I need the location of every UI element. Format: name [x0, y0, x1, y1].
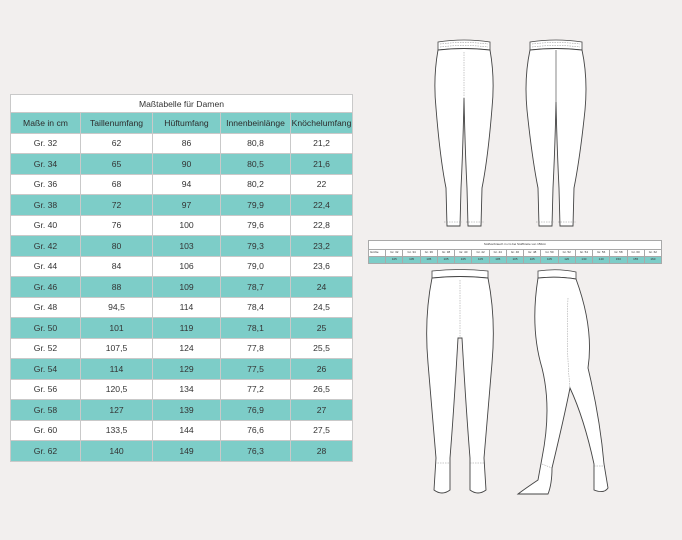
cell-size: Gr. 52 — [11, 338, 81, 359]
fabric-size-cell: Gr. 34 — [403, 250, 420, 257]
cell-taillenumfang: 140 — [81, 441, 153, 462]
cell-knoechelumfang: 21,2 — [291, 133, 353, 154]
header-knoechelumfang: Knöchelumfang — [291, 113, 353, 134]
cell-hueftumfang: 100 — [153, 215, 221, 236]
size-table-row — [11, 174, 353, 195]
size-table-row — [11, 338, 353, 359]
size-table-row — [11, 236, 353, 257]
size-table-title: Maßtabelle für Damen — [11, 95, 353, 113]
cell-knoechelumfang: 25,5 — [291, 338, 353, 359]
cell-innenbeinlaenge: 80,8 — [221, 133, 291, 154]
cell-taillenumfang: 94,5 — [81, 297, 153, 318]
leggings-front-flat-drawing — [428, 38, 500, 230]
fabric-size-label: Größe — [369, 250, 386, 257]
cell-taillenumfang: 72 — [81, 195, 153, 216]
fabric-value-cell: 105 — [541, 257, 558, 264]
cell-taillenumfang: 68 — [81, 174, 153, 195]
cell-size: Gr. 40 — [11, 215, 81, 236]
cell-hueftumfang: 106 — [153, 256, 221, 277]
cell-taillenumfang: 76 — [81, 215, 153, 236]
cell-taillenumfang: 107,5 — [81, 338, 153, 359]
cell-innenbeinlaenge: 77,2 — [221, 379, 291, 400]
cell-size: Gr. 32 — [11, 133, 81, 154]
cell-knoechelumfang: 27,5 — [291, 420, 353, 441]
size-table-row — [11, 441, 353, 462]
fabric-consumption-table — [368, 240, 662, 264]
cell-innenbeinlaenge: 76,3 — [221, 441, 291, 462]
fabric-value-cell: 150 — [610, 257, 627, 264]
cell-size: Gr. 38 — [11, 195, 81, 216]
fabric-size-cell: Gr. 38 — [437, 250, 454, 257]
cell-hueftumfang: 97 — [153, 195, 221, 216]
cell-knoechelumfang: 22,4 — [291, 195, 353, 216]
fabric-size-cell: Gr. 62 — [644, 250, 661, 257]
fabric-value-cell: 105 — [472, 257, 489, 264]
fabric-size-cell: Gr. 48 — [524, 250, 541, 257]
fabric-value-cell: 105 — [386, 257, 403, 264]
cell-knoechelumfang: 28 — [291, 441, 353, 462]
cell-innenbeinlaenge: 80,5 — [221, 154, 291, 175]
size-table-row — [11, 195, 353, 216]
fabric-size-cell: Gr. 44 — [489, 250, 506, 257]
size-table-row — [11, 359, 353, 380]
fabric-value-label — [369, 257, 386, 264]
cell-innenbeinlaenge: 79,6 — [221, 215, 291, 236]
fabric-size-cell: Gr. 46 — [506, 250, 523, 257]
fabric-size-cell: Gr. 52 — [558, 250, 575, 257]
cell-size: Gr. 58 — [11, 400, 81, 421]
cell-hueftumfang: 103 — [153, 236, 221, 257]
fabric-value-cell: 160 — [644, 257, 661, 264]
cell-hueftumfang: 94 — [153, 174, 221, 195]
cell-size: Gr. 46 — [11, 277, 81, 298]
cell-knoechelumfang: 22 — [291, 174, 353, 195]
cell-size: Gr. 62 — [11, 441, 81, 462]
cell-size: Gr. 36 — [11, 174, 81, 195]
cell-hueftumfang: 134 — [153, 379, 221, 400]
fabric-value-cell: 120 — [558, 257, 575, 264]
cell-taillenumfang: 127 — [81, 400, 153, 421]
fabric-size-cell: Gr. 54 — [575, 250, 592, 257]
size-table-row — [11, 379, 353, 400]
cell-taillenumfang: 88 — [81, 277, 153, 298]
cell-hueftumfang: 114 — [153, 297, 221, 318]
size-table-row — [11, 215, 353, 236]
cell-knoechelumfang: 22,8 — [291, 215, 353, 236]
fabric-size-cell: Gr. 32 — [386, 250, 403, 257]
cell-hueftumfang: 124 — [153, 338, 221, 359]
cell-size: Gr. 34 — [11, 154, 81, 175]
cell-knoechelumfang: 24,5 — [291, 297, 353, 318]
cell-knoechelumfang: 26 — [291, 359, 353, 380]
header-taillenumfang: Taillenumfang — [81, 113, 153, 134]
cell-hueftumfang: 144 — [153, 420, 221, 441]
fabric-size-cell: Gr. 50 — [541, 250, 558, 257]
fabric-size-cell: Gr. 58 — [610, 250, 627, 257]
fabric-table-caption: Stoffverbrauch in cm bei Stoffbreite von 150cm — [369, 241, 662, 250]
cell-innenbeinlaenge: 80,2 — [221, 174, 291, 195]
fabric-value-cell: 105 — [437, 257, 454, 264]
cell-taillenumfang: 80 — [81, 236, 153, 257]
fabric-value-cell: 155 — [627, 257, 644, 264]
fabric-value-cell: 105 — [506, 257, 523, 264]
fabric-size-cell: Gr. 56 — [593, 250, 610, 257]
cell-taillenumfang: 101 — [81, 318, 153, 339]
fabric-size-cell: Gr. 42 — [472, 250, 489, 257]
cell-innenbeinlaenge: 78,1 — [221, 318, 291, 339]
cell-knoechelumfang: 27 — [291, 400, 353, 421]
header-innenbeinlaenge: Innenbeinlänge — [221, 113, 291, 134]
size-table-row — [11, 318, 353, 339]
cell-hueftumfang: 119 — [153, 318, 221, 339]
cell-hueftumfang: 139 — [153, 400, 221, 421]
cell-size: Gr. 50 — [11, 318, 81, 339]
cell-innenbeinlaenge: 79,9 — [221, 195, 291, 216]
cell-hueftumfang: 109 — [153, 277, 221, 298]
cell-hueftumfang: 90 — [153, 154, 221, 175]
cell-innenbeinlaenge: 77,8 — [221, 338, 291, 359]
size-table-row — [11, 400, 353, 421]
cell-hueftumfang: 149 — [153, 441, 221, 462]
fabric-value-cell: 105 — [524, 257, 541, 264]
fabric-value-cell: 105 — [403, 257, 420, 264]
cell-knoechelumfang: 21,6 — [291, 154, 353, 175]
cell-size: Gr. 48 — [11, 297, 81, 318]
cell-knoechelumfang: 26,5 — [291, 379, 353, 400]
size-table-row — [11, 297, 353, 318]
size-table-row — [11, 256, 353, 277]
header-hueftumfang: Hüftumfang — [153, 113, 221, 134]
cell-taillenumfang: 62 — [81, 133, 153, 154]
cell-knoechelumfang: 24 — [291, 277, 353, 298]
cell-innenbeinlaenge: 78,7 — [221, 277, 291, 298]
size-table-row — [11, 277, 353, 298]
size-table-header-row — [11, 113, 353, 134]
fabric-value-cell: 105 — [455, 257, 472, 264]
cell-size: Gr. 54 — [11, 359, 81, 380]
fabric-size-cell: Gr. 40 — [455, 250, 472, 257]
cell-taillenumfang: 120,5 — [81, 379, 153, 400]
fabric-value-cell: 105 — [420, 257, 437, 264]
cell-hueftumfang: 129 — [153, 359, 221, 380]
cell-size: Gr. 44 — [11, 256, 81, 277]
cell-innenbeinlaenge: 79,0 — [221, 256, 291, 277]
cell-size: Gr. 42 — [11, 236, 81, 257]
cell-knoechelumfang: 25 — [291, 318, 353, 339]
cell-innenbeinlaenge: 79,3 — [221, 236, 291, 257]
cell-innenbeinlaenge: 78,4 — [221, 297, 291, 318]
cell-size: Gr. 60 — [11, 420, 81, 441]
fabric-value-cell: 105 — [489, 257, 506, 264]
size-table-row — [11, 133, 353, 154]
cell-taillenumfang: 84 — [81, 256, 153, 277]
fabric-value-cell: 140 — [593, 257, 610, 264]
cell-taillenumfang: 114 — [81, 359, 153, 380]
size-table-row — [11, 420, 353, 441]
fabric-size-cell: Gr. 36 — [420, 250, 437, 257]
cell-taillenumfang: 65 — [81, 154, 153, 175]
cell-taillenumfang: 133,5 — [81, 420, 153, 441]
leggings-worn-front-drawing — [420, 268, 500, 500]
cell-innenbeinlaenge: 76,6 — [221, 420, 291, 441]
fabric-size-cell: Gr. 60 — [627, 250, 644, 257]
cell-size: Gr. 56 — [11, 379, 81, 400]
cell-knoechelumfang: 23,6 — [291, 256, 353, 277]
leggings-back-flat-drawing — [520, 38, 592, 230]
cell-knoechelumfang: 23,2 — [291, 236, 353, 257]
cell-hueftumfang: 86 — [153, 133, 221, 154]
header-masse: Maße in cm — [11, 113, 81, 134]
cell-innenbeinlaenge: 76,9 — [221, 400, 291, 421]
size-table — [10, 94, 353, 462]
leggings-worn-side-drawing — [508, 268, 618, 500]
size-table-row — [11, 154, 353, 175]
cell-innenbeinlaenge: 77,5 — [221, 359, 291, 380]
fabric-value-cell: 130 — [575, 257, 592, 264]
